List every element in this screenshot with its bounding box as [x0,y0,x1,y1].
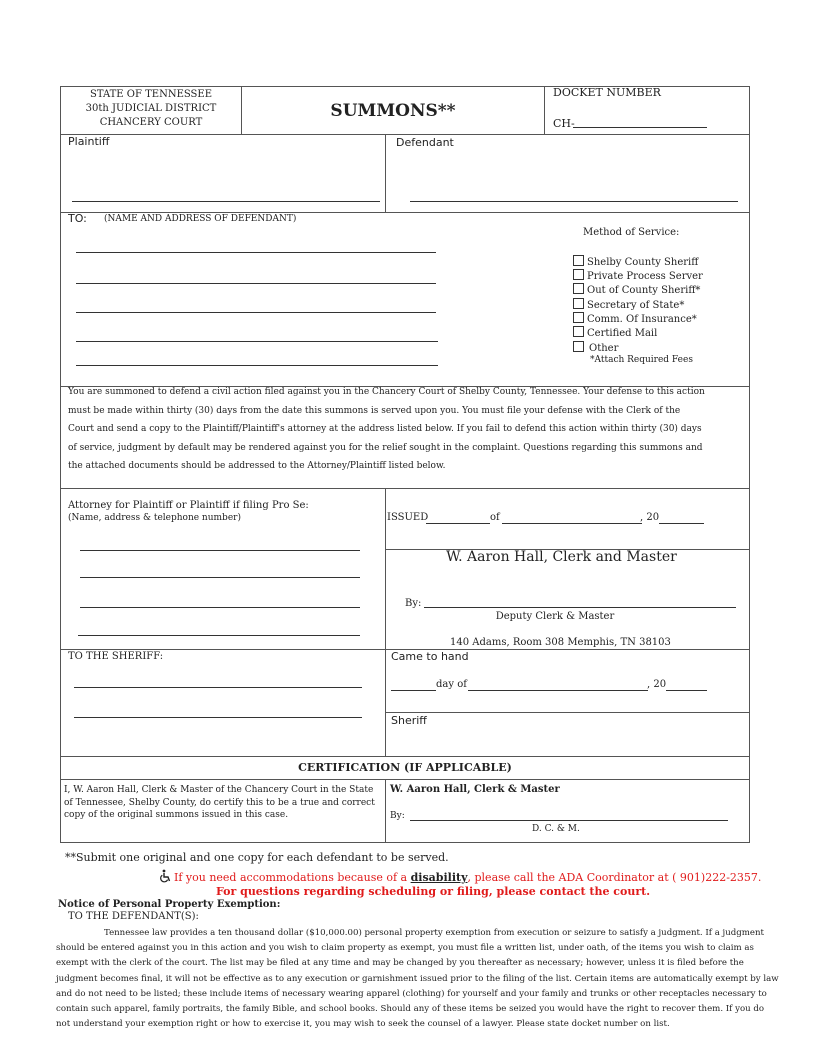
checkbox[interactable] [573,326,584,337]
submit-note: **Submit one original and one copy for each defendant to be served. [65,851,449,864]
came-to-hand-year-label: , 20 [647,679,667,690]
dcm-label: D. C. & M. [532,824,580,834]
notice-line-4: of service, judgment by default may be rendered against you for the relief sought in the complaint. Questions regarding this summons and [68,443,703,453]
method-label: Private Process Server [587,271,703,282]
day-of-label: day of [436,679,467,690]
method-certified-mail[interactable] [573,326,657,339]
checkbox[interactable] [573,298,584,309]
certification-line-3: copy of the original summons issued in this case. [64,810,289,820]
notice-line-1: You are summoned to defend a civil action filed against you in the Chancery Court of Shelby County, Tennessee. Your defense to this action [68,387,705,397]
certification-title: CERTIFICATION (IF APPLICABLE) [298,761,512,774]
sheriff-cell [385,712,750,757]
ada-text-pre: If you need accommodations because of a [174,871,411,884]
notice-line-2: must be made within thirty (30) days from the date this summons is served upon you. You must file your defense with the Clerk of the [68,406,681,416]
method-label: Certified Mail [587,328,658,339]
exemption-line-7: not understand your exemption right or how to exercise it, you may wish to seek the counsel of a lawyer. Please state docket number on list. [56,1019,670,1030]
clerk-name: W. Aaron Hall, Clerk and Master [446,549,677,565]
method-shelby-sheriff[interactable] [573,255,698,268]
plaintiff-label: Plaintiff [68,135,110,148]
checkbox[interactable] [573,269,584,280]
defendant-field[interactable] [410,201,738,202]
checkbox[interactable] [573,255,584,266]
defendant-address-line-3[interactable] [76,312,436,313]
district-label: 30th JUDICIAL DISTRICT [85,103,217,114]
method-out-of-county[interactable] [573,283,700,296]
ada-notice [158,869,761,884]
issued-label: ISSUED [387,512,429,523]
defendant-label: Defendant [396,136,454,149]
exemption-to: TO THE DEFENDANT(S): [68,911,199,922]
came-to-hand-day-field[interactable] [391,690,436,691]
sheriff-line-1[interactable] [74,687,362,688]
issued-of-label: of [490,512,500,523]
attorney-line-4[interactable] [78,635,360,636]
attach-fees-note: *Attach Required Fees [590,355,693,365]
attorney-sub-label: (Name, address & telephone number) [68,513,241,523]
certification-clerk-name: W. Aaron Hall, Clerk & Master [390,784,560,795]
to-sheriff-label: TO THE SHERIFF: [68,651,164,662]
ada-text-post: , please call the ADA Coordinator at ( 901)222-2357. [467,871,762,884]
docket-prefix: CH- [553,117,575,130]
name-address-label: (NAME AND ADDRESS OF DEFENDANT) [104,214,297,224]
came-to-hand-month-field[interactable] [468,690,648,691]
defendant-address-line-1[interactable] [76,252,436,253]
clerk-signature-field[interactable] [424,607,736,608]
to-label: TO: [68,212,87,225]
attorney-label: Attorney for Plaintiff or Plaintiff if filing Pro Se: [68,500,309,511]
certification-by-label: By: [390,811,405,821]
defendant-address-line-2[interactable] [76,283,436,284]
attorney-line-3[interactable] [80,607,360,608]
issued-year-field[interactable] [659,523,704,524]
exemption-line-2: should be entered against you in this action and you wish to claim property as exempt, you must file a written list, under oath, of the items you wish to claim as [56,943,754,954]
notice-section [60,386,750,489]
came-to-hand-year-field[interactable] [666,690,707,691]
notice-line-3: Court and send a copy to the Plaintiff/Plaintiff's attorney at the address listed below. If you fail to defend this action within thirty (30) days [68,424,702,434]
exemption-line-4: judgment becomes final, it will not be effective as to any execution or garnishment issued prior to the filing of the list. Certain items are automatically exempt by law [56,973,779,984]
docket-number-field[interactable] [573,127,707,128]
came-to-hand-label: Came to hand [391,650,469,663]
method-of-service-title: Method of Service: [583,227,680,238]
certification-signature-field[interactable] [410,820,728,821]
exemption-line-3: exempt with the clerk of the court. The list may be filed at any time and may be changed by you thereafter as necessary; however, unless it is filed before the [56,958,744,969]
method-label: Out of County Sheriff* [587,285,701,296]
sheriff-label: Sheriff [391,714,427,727]
exemption-line-5: and do not need to be listed; these include items of necessary wearing apparel (clothing) for yourself and your family and trunks or other receptacles necessary to [56,988,767,999]
attorney-line-2[interactable] [80,577,360,578]
method-secretary-of-state[interactable] [573,298,684,311]
issued-day-field[interactable] [426,523,490,524]
state-label: STATE OF TENNESSEE [89,89,212,100]
ada-disability-word: disability [410,871,468,884]
sheriff-line-2[interactable] [74,717,362,718]
checkbox[interactable] [573,283,584,294]
docket-label: DOCKET NUMBER [553,86,661,99]
method-label: Other [589,343,619,354]
method-label: Comm. Of Insurance* [587,314,697,325]
wheelchair-icon [158,869,172,883]
issued-cell [385,488,750,550]
method-private-process[interactable] [573,269,703,282]
attorney-line-1[interactable] [80,550,360,551]
checkbox[interactable] [573,341,584,352]
method-label: Secretary of State* [587,300,685,311]
exemption-line-6: contain such apparel, family portraits, the family Bible, and school books. Should any of these items be seized you would have the right to recover them. If you do [56,1004,765,1015]
exemption-body [56,926,779,1032]
clerk-address: 140 Adams, Room 308 Memphis, TN 38103 [450,637,671,648]
method-comm-insurance[interactable] [573,312,697,325]
defendant-address-line-5[interactable] [76,365,438,366]
exemption-line-1: Tennessee law provides a ten thousand dollar ($10,000.00) personal property exemption from execution or seizure to satisfy a judgment. If a judgment [104,928,764,938]
issued-month-field[interactable] [502,523,642,524]
certification-line-2: of Tennessee, Shelby County, do certify this to be a true and correct [64,798,375,808]
checkbox[interactable] [573,312,584,323]
certification-line-1: I, W. Aaron Hall, Clerk & Master of the Chancery Court in the State [64,785,374,795]
to-sheriff-cell [60,649,386,757]
clerk-by-label: By: [405,598,422,609]
summons-title: SUMMONS** [330,101,456,121]
defendant-address-line-4[interactable] [76,341,438,342]
method-label: Shelby County Sheriff [587,257,699,268]
method-other[interactable] [573,341,618,354]
deputy-label: Deputy Clerk & Master [495,611,615,622]
notice-line-5: the attached documents should be addressed to the Attorney/Plaintiff listed below. [68,461,446,471]
court-label: CHANCERY COURT [99,117,203,128]
plaintiff-field[interactable] [72,201,380,202]
exemption-title: Notice of Personal Property Exemption: [58,899,281,910]
issued-year-label: , 20 [640,512,660,523]
contact-court-note: For questions regarding scheduling or filing, please contact the court. [215,885,651,898]
